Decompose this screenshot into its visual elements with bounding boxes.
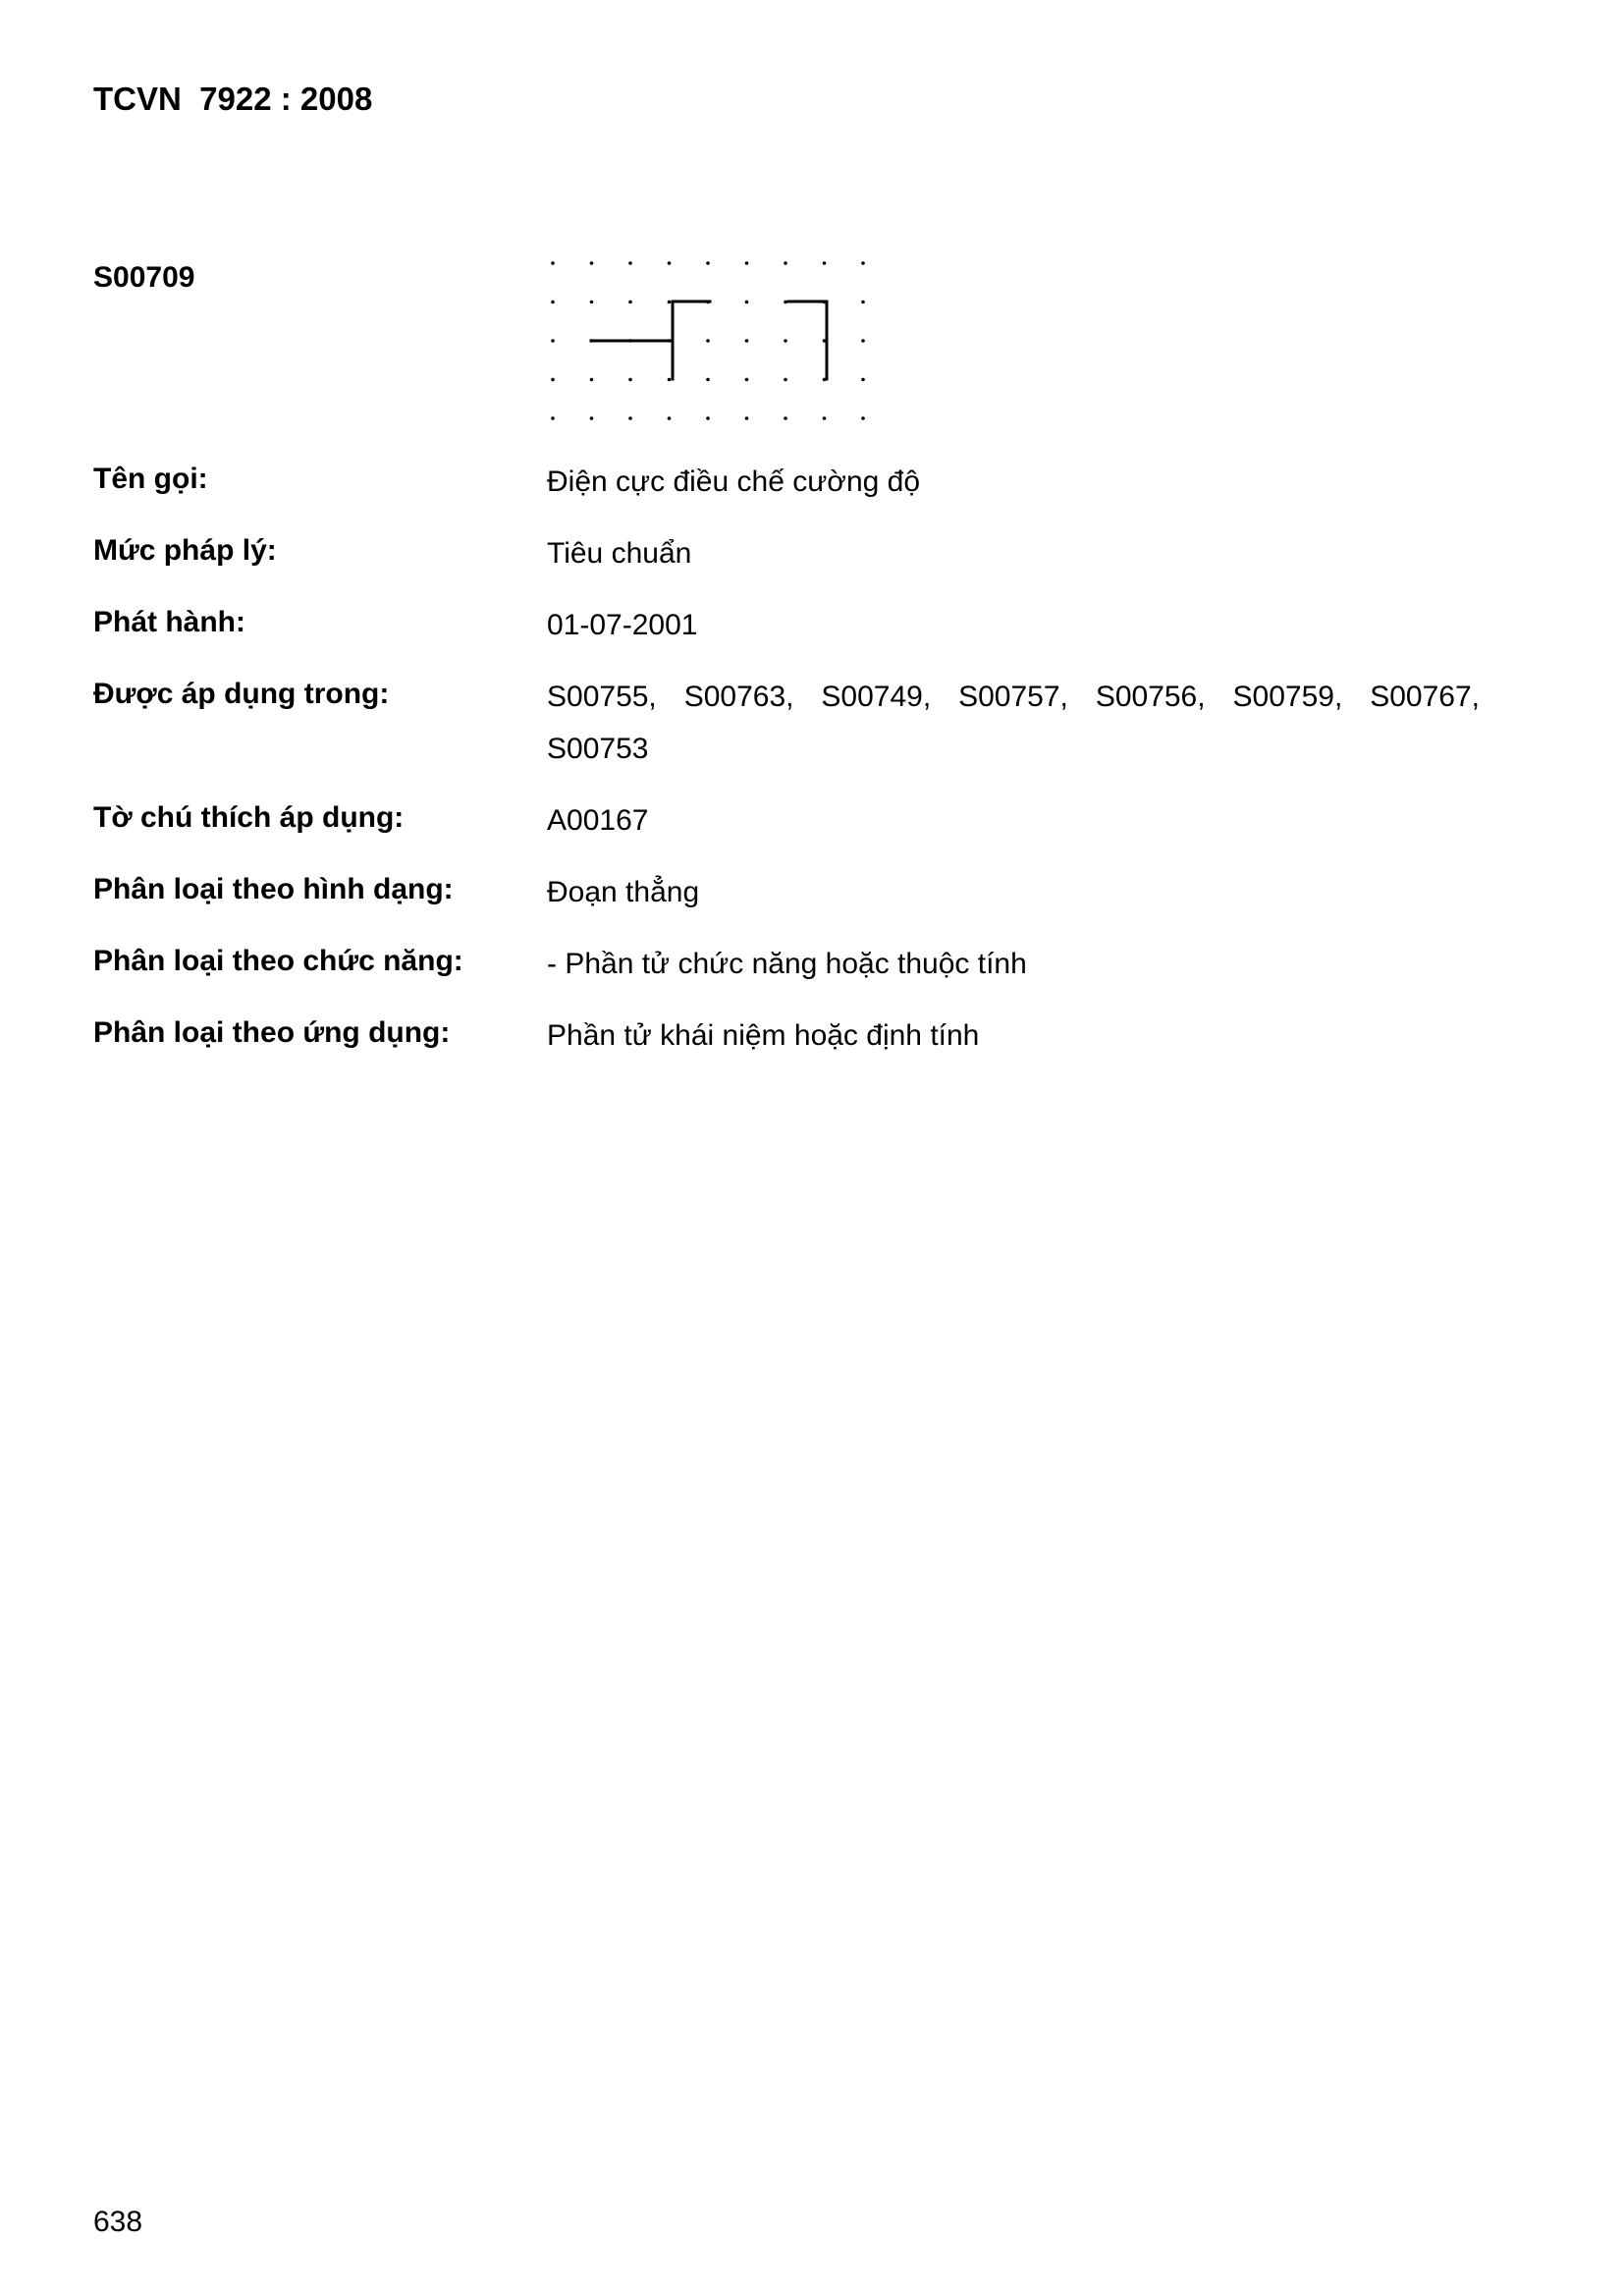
issued-label: Phát hành: [93,606,245,638]
grid-dot [861,301,865,304]
grid-dot [823,261,827,265]
applied-in-list [547,671,1480,775]
grid-dot [861,378,865,382]
function-class-label: Phân loại theo chức năng: [93,945,463,977]
shape-class-label: Phân loại theo hình dạng: [93,873,454,905]
grid-dot [784,416,787,420]
grid-dot [668,378,672,382]
grid-dot [706,416,710,420]
grid-dot [551,416,555,420]
applied-in-item: S00755, [547,681,657,713]
applied-in-item: S00749, [821,681,932,713]
grid-dot [861,416,865,420]
grid-dot [590,378,594,382]
grid-dot [590,301,594,304]
application-class-value: Phần tử khái niệm hoặc định tính [547,1019,980,1052]
grid-dot [628,416,632,420]
shape-class-value: Đoạn thẳng [547,876,700,908]
grid-dot [706,261,710,265]
grid-dot [551,261,555,265]
grid-dot [784,378,787,382]
applied-in-item: S00756, [1095,681,1206,713]
grid-dot [784,339,787,343]
applied-in-item: S00767, [1370,681,1480,713]
applied-in-item: S00753 [547,733,649,765]
applied-in-item: S00759, [1232,681,1343,713]
document-header: TCVN 7922 : 2008 [93,81,373,117]
grid-dot [668,261,672,265]
annotation-sheet-label: Tờ chú thích áp dụng: [93,801,405,834]
annotation-sheet-value: A00167 [547,804,649,837]
grid-dot [823,416,827,420]
grid-dot [551,301,555,304]
name-label: Tên gọi: [93,463,208,495]
function-class-value: - Phần tử chức năng hoặc thuộc tính [547,948,1027,980]
grid-dot [745,416,749,420]
grid-dot [628,261,632,265]
grid-dot [861,261,865,265]
applied-in-item: S00763, [683,681,794,713]
intensity-modulating-electrode-symbol-icon [530,246,903,442]
grid-dot [706,339,710,343]
name-value: Điện cực điều chế cường độ [547,465,921,498]
grid-dot [590,261,594,265]
applied-in-label: Được áp dụng trong: [93,678,390,710]
grid-dot [628,378,632,382]
legal-level-value: Tiêu chuẩn [547,537,692,570]
grid-dot [628,301,632,304]
grid-dot [668,416,672,420]
grid-dot [745,378,749,382]
grid-dot [551,339,555,343]
legal-level-label: Mức pháp lý: [93,534,277,567]
grid-dot [551,378,555,382]
grid-dot [745,301,749,304]
grid-dot [706,378,710,382]
symbol-code: S00709 [93,261,195,294]
grid-dot [745,261,749,265]
issued-value: 01-07-2001 [547,609,698,641]
application-class-label: Phân loại theo ứng dụng: [93,1016,451,1049]
grid-dot [861,339,865,343]
grid-dot [590,416,594,420]
grid-dot [784,301,787,304]
page-number: 638 [93,2206,143,2238]
grid-dot [784,261,787,265]
grid-dot [668,301,672,304]
grid-dot [745,339,749,343]
applied-in-item: S00757, [958,681,1068,713]
